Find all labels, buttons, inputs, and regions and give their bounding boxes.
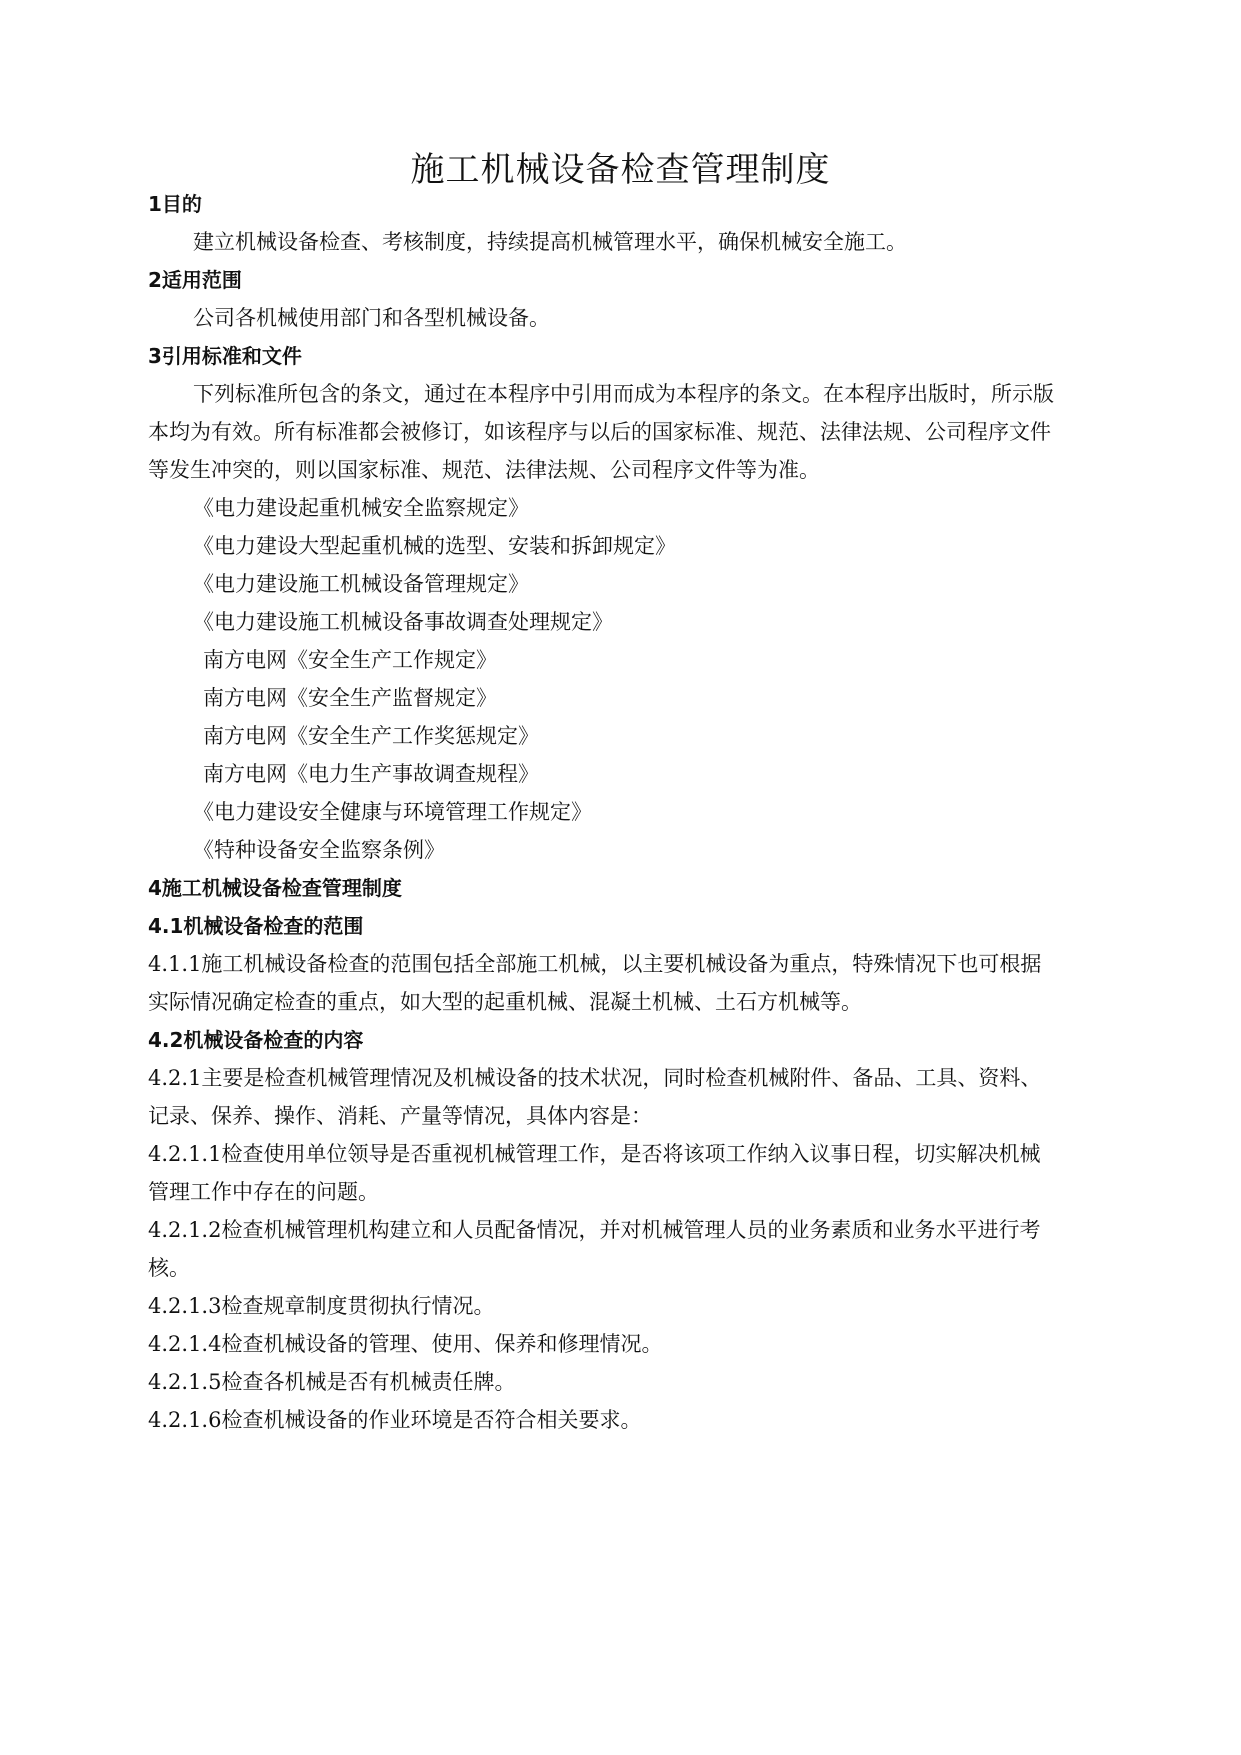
paragraph-line: 4.1.1施工机械设备检查的范围包括全部施工机械，以主要机械设备为重点，特殊情况下也可根据 bbox=[148, 952, 1042, 976]
paragraph-line: 记录、保养、操作、消耗、产量等情况，具体内容是： bbox=[148, 1104, 652, 1128]
paragraph-line: 等发生冲突的，则以国家标准、规范、法律法规、公司程序文件等为准。 bbox=[148, 458, 820, 482]
paragraph-line: 4.2.1.5检查各机械是否有机械责任牌。 bbox=[148, 1370, 516, 1394]
reference-item: 《特种设备安全监察条例》 bbox=[193, 838, 445, 862]
paragraph-line: 4.2.1.4检查机械设备的管理、使用、保养和修理情况。 bbox=[148, 1332, 663, 1356]
paragraph-line: 4.2.1.1检查使用单位领导是否重视机械管理工作，是否将该项工作纳入议事日程，切实解决机械 bbox=[148, 1142, 1041, 1166]
reference-item: 南方电网《安全生产监督规定》 bbox=[203, 686, 497, 710]
reference-item: 《电力建设起重机械安全监察规定》 bbox=[193, 496, 529, 520]
section-body-scope: 公司各机械使用部门和各型机械设备。 bbox=[193, 306, 550, 330]
reference-item: 《电力建设安全健康与环境管理工作规定》 bbox=[193, 800, 592, 824]
subsection-heading-content: 4.2机械设备检查的内容 bbox=[148, 1028, 364, 1052]
section-heading-management: 4施工机械设备检查管理制度 bbox=[148, 876, 402, 900]
reference-item: 《电力建设施工机械设备事故调查处理规定》 bbox=[193, 610, 613, 634]
section-body-purpose: 建立机械设备检查、考核制度，持续提高机械管理水平，确保机械安全施工。 bbox=[193, 230, 907, 254]
paragraph-line: 下列标准所包含的条文，通过在本程序中引用而成为本程序的条文。在本程序出版时，所示版 bbox=[193, 382, 1054, 406]
paragraph-line: 4.2.1.6检查机械设备的作业环境是否符合相关要求。 bbox=[148, 1408, 642, 1432]
reference-item: 南方电网《安全生产工作规定》 bbox=[203, 648, 497, 672]
reference-item: 《电力建设施工机械设备管理规定》 bbox=[193, 572, 529, 596]
reference-item: 南方电网《安全生产工作奖惩规定》 bbox=[203, 724, 539, 748]
paragraph-line: 实际情况确定检查的重点，如大型的起重机械、混凝土机械、土石方机械等。 bbox=[148, 990, 862, 1014]
reference-item: 南方电网《电力生产事故调查规程》 bbox=[203, 762, 539, 786]
document-title: 施工机械设备检查管理制度 bbox=[410, 150, 831, 190]
subsection-heading-scope: 4.1机械设备检查的范围 bbox=[148, 914, 364, 938]
paragraph-line: 管理工作中存在的问题。 bbox=[148, 1180, 379, 1204]
paragraph-line: 4.2.1.3检查规章制度贯彻执行情况。 bbox=[148, 1294, 495, 1318]
paragraph-line: 4.2.1.2检查机械管理机构建立和人员配备情况，并对机械管理人员的业务素质和业务水平进行考 bbox=[148, 1218, 1041, 1242]
paragraph-line: 核。 bbox=[148, 1256, 190, 1280]
reference-item: 《电力建设大型起重机械的选型、安装和拆卸规定》 bbox=[193, 534, 676, 558]
section-heading-purpose: 1目的 bbox=[148, 192, 202, 216]
paragraph-line: 本均为有效。所有标准都会被修订，如该程序与以后的国家标准、规范、法律法规、公司程序文件 bbox=[148, 420, 1051, 444]
section-heading-scope: 2适用范围 bbox=[148, 268, 242, 292]
paragraph-line: 4.2.1主要是检查机械管理情况及机械设备的技术状况，同时检查机械附件、备品、工具、资料、 bbox=[148, 1066, 1042, 1090]
section-heading-references: 3引用标准和文件 bbox=[148, 344, 302, 368]
